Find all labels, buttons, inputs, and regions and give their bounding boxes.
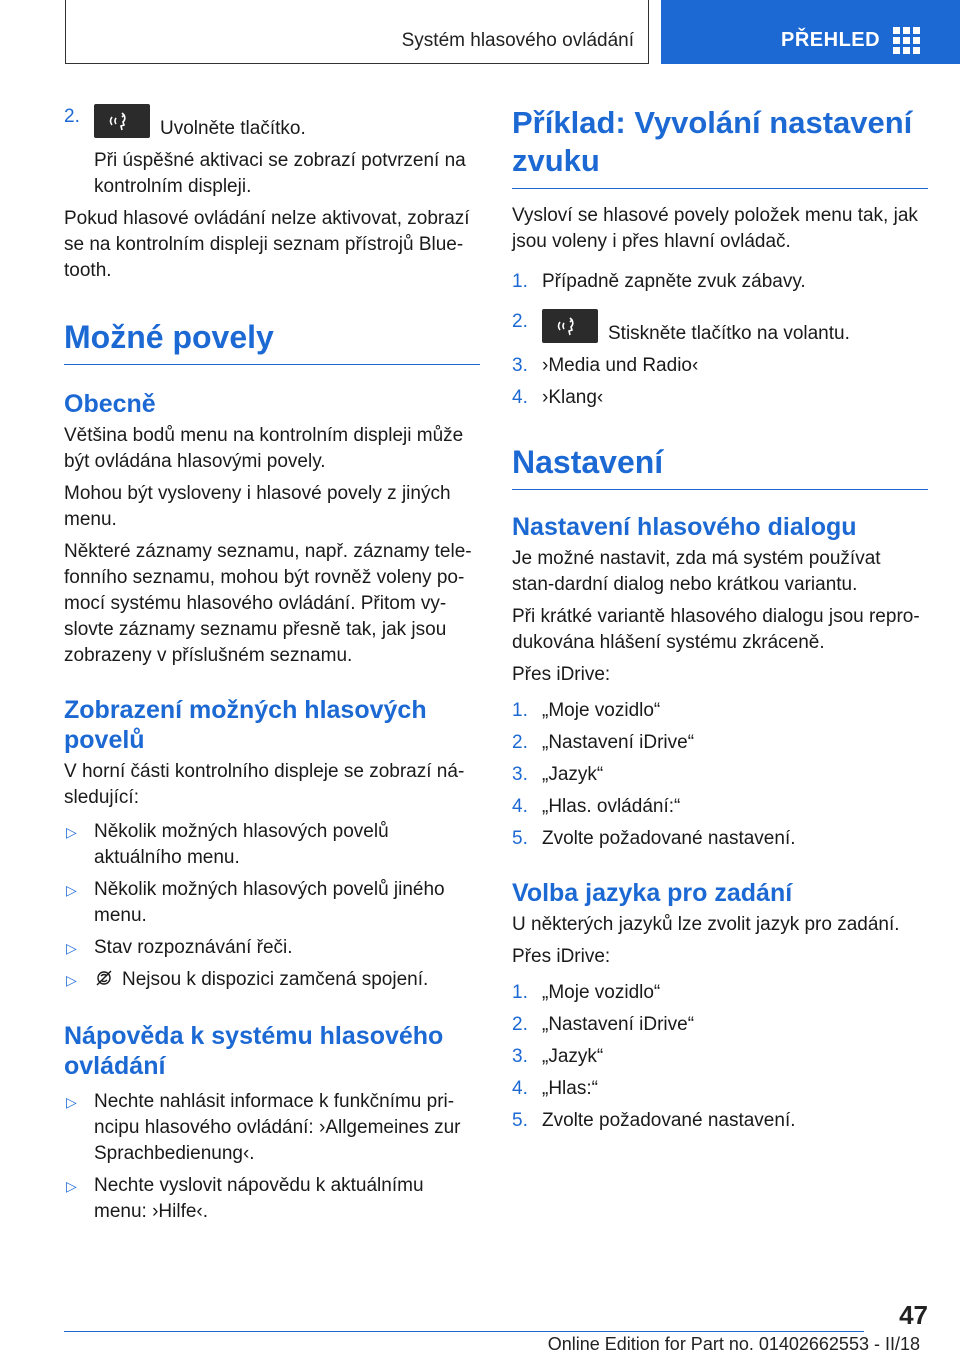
step [512, 1012, 928, 1038]
paragraph: Přes iDrive: [512, 664, 611, 685]
bullet-marker: ▷ [66, 824, 77, 840]
section-heading-povely: Možné povely [64, 318, 480, 365]
step-text: Případně zapněte zvuk zábavy. [542, 271, 806, 292]
step-number: 4. [512, 1078, 528, 1099]
bullet-marker: ▷ [66, 882, 77, 898]
subheading-zobrazeni: Zobrazení možných hlasových povelů [64, 696, 427, 754]
list-item [64, 819, 480, 871]
step-number: 3. [512, 764, 528, 785]
left-column [64, 104, 480, 1225]
step [512, 762, 928, 788]
step-text: ›Media und Radio‹ [542, 355, 699, 376]
voice-button-image [542, 309, 598, 343]
step-number: 3. [512, 1046, 528, 1067]
paragraph: Při krátké variantě hlasového dialogu jsou repro‐dukována hlášení systému zkráceně. [512, 606, 920, 653]
paragraph: U některých jazyků lze zvolit jazyk pro zadání. [512, 914, 900, 935]
step-release [64, 104, 480, 200]
step-number: 1. [512, 982, 528, 1003]
step-number: 3. [512, 355, 528, 376]
list-item [64, 935, 480, 961]
list-item-text: Několik možných hlasových povelů jiného menu. [94, 879, 445, 926]
footer-edition: Online Edition for Part no. 01402662553 - II/18 [547, 1334, 920, 1354]
list-item [64, 1173, 480, 1225]
step-number: 1. [512, 700, 528, 721]
tab-prehled-label: PŘEHLED [781, 29, 881, 51]
paragraph: Některé záznamy seznamu, např. záznamy tele‐fonního seznamu, mohou být rovněž voleny po‐mocí systému hlasového ovládání. Přitom vy‐slovte záznamy seznamu přesně tak, jak jsou zobrazeny v příslušném seznamu. [64, 541, 472, 666]
list-item-text: Nechte vyslovit nápovědu k aktuálnímu menu: ›Hilfe‹. [94, 1175, 424, 1222]
page-number: 47 [899, 1300, 928, 1330]
footer-divider [64, 1331, 864, 1332]
list-item-text: Stav rozpoznávání řeči. [94, 937, 293, 958]
step-subtext: Při úspěšné aktivaci se zobrazí potvrzení na kontrolním displeji. [94, 150, 466, 197]
step-text: „Moje vozidlo“ [542, 982, 661, 1003]
paragraph: Mohou být vysloveny i hlasové povely z jiných menu. [64, 483, 451, 530]
step-text: ›Klang‹ [542, 387, 604, 408]
right-column [512, 104, 928, 1134]
bullet-marker: ▷ [66, 1178, 77, 1194]
step [512, 1044, 928, 1070]
step-number: 5. [512, 828, 528, 849]
no-connection-icon [94, 968, 114, 988]
step-number: 2. [512, 732, 528, 753]
step [512, 826, 928, 852]
subheading-napoveda: Nápověda k systému hlasového ovládání [64, 1022, 444, 1080]
step-text: „Jazyk“ [542, 1046, 604, 1067]
step-text: „Jazyk“ [542, 764, 604, 785]
bullet-marker: ▷ [66, 972, 77, 988]
step-text: Uvolněte tlačítko. [160, 118, 306, 139]
paragraph: Vysloví se hlasové povely položek menu tak, jak jsou voleny i přes hlavní ovládač. [512, 205, 918, 252]
step-number: 2. [64, 106, 80, 127]
step-number: 4. [512, 387, 528, 408]
list-item-text: Nejsou k dispozici zamčená spojení. [122, 969, 429, 990]
step [512, 1108, 928, 1134]
list-item-text: Několik možných hlasových povelů aktuálního menu. [94, 821, 389, 868]
subheading-obecne: Obecně [64, 390, 156, 418]
step-text: Stiskněte tlačítko na volantu. [608, 323, 850, 344]
header-title: Systém hlasového ovládání [401, 30, 634, 51]
paragraph: Je možné nastavit, zda má systém používat stan‐dardní dialog nebo krátkou variantu. [512, 548, 881, 595]
step [512, 730, 928, 756]
step-text: „Moje vozidlo“ [542, 700, 661, 721]
step-text: „Hlas:“ [542, 1078, 598, 1099]
step-text: Zvolte požadované nastavení. [542, 1110, 796, 1131]
step-text: „Nastavení iDrive“ [542, 732, 695, 753]
paragraph: Přes iDrive: [512, 946, 611, 967]
step [512, 698, 928, 724]
step [512, 1076, 928, 1102]
paragraph: Pokud hlasové ovládání nelze aktivovat, zobrazí se na kontrolním displeji seznam přístrojů Blue‐tooth. [64, 208, 470, 281]
step [512, 385, 928, 411]
list-item [64, 877, 480, 929]
grid-icon [893, 27, 920, 54]
step-number: 5. [512, 1110, 528, 1131]
step-number: 1. [512, 271, 528, 292]
bullet-marker: ▷ [66, 940, 77, 956]
list-item [64, 967, 480, 993]
list-item-text: Nechte nahlásit informace k funkčnímu pri‐ncipu hlasového ovládání: ›Allgemeines zur Sprachbedienung‹. [94, 1091, 461, 1164]
step-number: 4. [512, 796, 528, 817]
tab-prehled[interactable] [661, 0, 960, 64]
step-text: Zvolte požadované nastavení. [542, 828, 796, 849]
step-number: 2. [512, 1014, 528, 1035]
section-heading-priklad: Příklad: Vyvolání nastavení zvuku [512, 104, 928, 189]
section-heading-nastaveni: Nastavení [512, 443, 928, 490]
bullet-marker: ▷ [66, 1094, 77, 1110]
step-text: „Nastavení iDrive“ [542, 1014, 695, 1035]
subheading-hlasovy-dialog: Nastavení hlasového dialogu [512, 513, 857, 541]
voice-button-image [94, 104, 150, 138]
step-number: 2. [512, 311, 528, 332]
step [512, 269, 928, 295]
header-title-box [65, 0, 649, 64]
step-text: „Hlas. ovládání:“ [542, 796, 681, 817]
paragraph: V horní části kontrolního displeje se zobrazí ná‐sledující: [64, 761, 465, 808]
paragraph: Většina bodů menu na kontrolním displeji může být ovládána hlasovými povely. [64, 425, 464, 472]
subheading-volba-jazyka: Volba jazyka pro zadání [512, 879, 793, 907]
step [512, 980, 928, 1006]
step [512, 309, 928, 347]
list-item [64, 1089, 480, 1167]
step [512, 794, 928, 820]
step [512, 353, 928, 379]
